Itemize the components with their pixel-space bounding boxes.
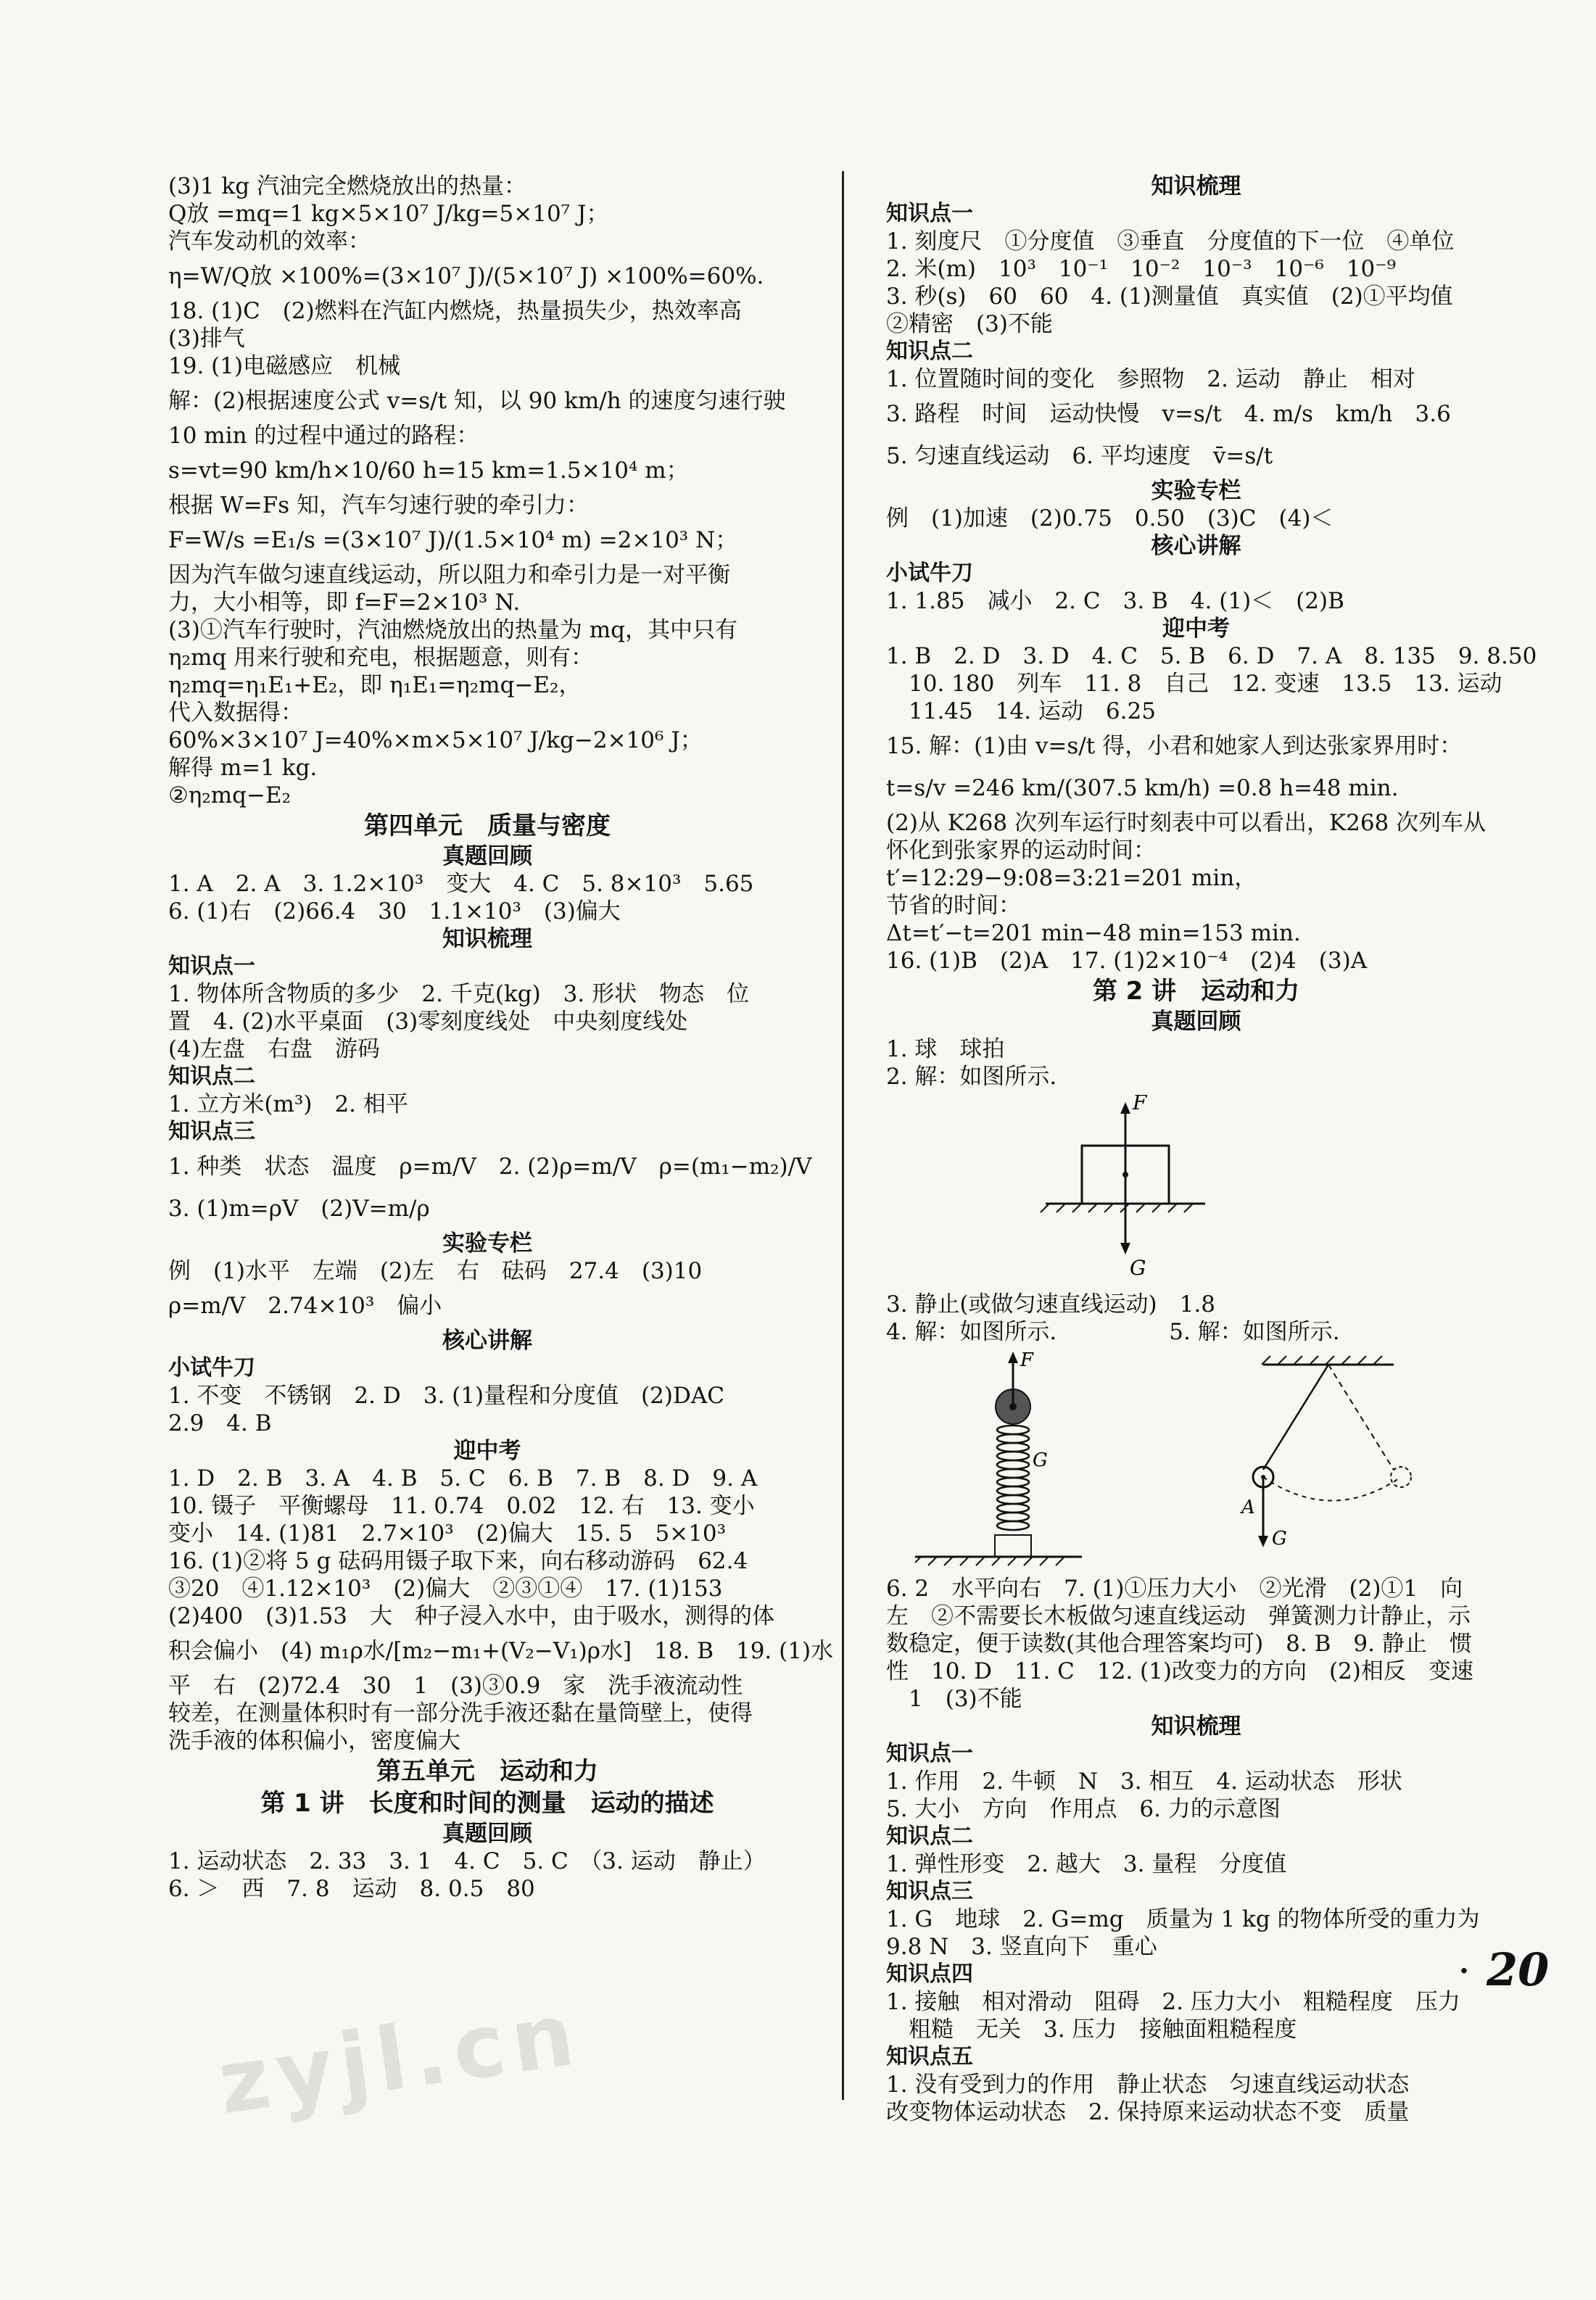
pendulum-label-a: A <box>1241 1497 1255 1518</box>
spring-label-f: F <box>1020 1350 1034 1371</box>
answer-line: 3. (1)m=ρV (2)V=m/ρ <box>168 1196 430 1222</box>
answer-line: t′=12:29−9:08=3:21=201 min， <box>886 865 1257 891</box>
knowledge-point-heading: 知识点二 <box>168 1064 255 1089</box>
knowledge-point-heading: 知识点五 <box>886 2044 973 2069</box>
subsection-title: 真题回顾 <box>1151 1009 1241 1035</box>
answer-line: 6. (1)右 (2)66.4 30 1.1×10³ (3)偏大 <box>168 898 621 924</box>
answer-line: 3. 路程 时间 运动快慢 v=s/t 4. m/s km/h 3.6 <box>886 401 1451 427</box>
force-diagram-block <box>930 1095 1220 1283</box>
answer-line: 性 10. D 11. C 12. (1)改变力的方向 (2)相反 变速 <box>886 1658 1473 1684</box>
page-number: 20 <box>1487 1943 1550 1996</box>
answer-line: 1. D 2. B 3. A 4. B 5. C 6. B 7. B 8. D 9. A <box>168 1465 758 1492</box>
answer-line: ②η₂mq−E₂ <box>168 782 292 808</box>
answer-line: 60%×3×10⁷ J=40%×m×5×10⁷ J/kg−2×10⁶ J； <box>168 727 703 753</box>
subsection-title: 迎中考 <box>453 1438 521 1464</box>
answer-line: 力，大小相等，即 f=F=2×10³ N. <box>168 590 521 616</box>
answer-line: 1. 1.85 减小 2. C 3. B 4. (1)＜ (2)B <box>886 588 1344 614</box>
answer-line: Q放 =mq=1 kg×5×10⁷ J/kg=5×10⁷ J； <box>168 201 609 227</box>
answer-line: 1 (3)不能 <box>886 1686 1022 1712</box>
answer-line: η₂mq 用来行驶和充电，根据题意，则有： <box>168 645 594 671</box>
knowledge-point-heading: 小试牛刀 <box>168 1355 255 1381</box>
answer-line: s=vt=90 km/h×10/60 h=15 km=1.5×10⁴ m； <box>168 458 689 484</box>
answer-line: 较差，在测量体积时有一部分洗手液还黏在量筒壁上，使得 <box>168 1700 753 1726</box>
section-title: 第 1 讲 长度和时间的测量 运动的描述 <box>260 1789 714 1818</box>
answer-line: 改变物体运动状态 2. 保持原来运动状态不变 质量 <box>886 2099 1410 2125</box>
answer-line: ②精密 (3)不能 <box>886 311 1053 337</box>
answer-line: 1. 作用 2. 牛顿 N 3. 相互 4. 运动状态 形状 <box>886 1769 1402 1795</box>
answer-line: 1. 种类 状态 温度 ρ=m/V 2. (2)ρ=m/V ρ=(m₁−m₂)/V <box>168 1154 812 1180</box>
knowledge-point-heading: 知识点一 <box>886 1741 973 1766</box>
answer-line: 1. 物体所含物质的多少 2. 千克(kg) 3. 形状 物态 位 <box>168 981 750 1007</box>
answer-line: 3. 秒(s) 60 60 4. (1)测量值 真实值 (2)①平均值 <box>886 284 1453 310</box>
answer-line: 2. 米(m) 10³ 10⁻¹ 10⁻² 10⁻³ 10⁻⁶ 10⁻⁹ <box>886 256 1397 282</box>
watermark: zyjl.cn <box>212 1983 587 2135</box>
subsection-title: 实验专栏 <box>1151 478 1241 504</box>
answer-line: 6. 2 水平向右 7. (1)①压力大小 ②光滑 (2)①1 向 <box>886 1576 1463 1602</box>
knowledge-point-heading: 知识点三 <box>886 1879 973 1904</box>
answer-line: 10. 镊子 平衡螺母 11. 0.74 0.02 12. 右 13. 变小 <box>168 1493 755 1519</box>
figure-block-forces <box>930 1095 1506 1286</box>
answer-line: 解得 m=1 kg. <box>168 755 318 781</box>
answer-line: 11.45 14. 运动 6.25 <box>886 698 1156 724</box>
answer-line: 3. 静止(或做匀速直线运动) 1.8 <box>886 1291 1215 1317</box>
answer-line: 怀化到张家界的运动时间： <box>886 837 1156 864</box>
answer-line: 置 4. (2)水平桌面 (3)零刻度线处 中央刻度线处 <box>168 1009 688 1035</box>
answer-line: 代入数据得： <box>168 700 303 726</box>
subsection-title: 知识梳理 <box>1151 173 1241 199</box>
answer-line: 例 (1)加速 (2)0.75 0.50 (3)C (4)＜ <box>886 505 1334 531</box>
subsection-title: 真题回顾 <box>442 843 532 869</box>
answer-line: 左 ②不需要长木板做匀速直线运动 弹簧测力计静止，示 <box>886 1603 1471 1629</box>
answer-line: 1. 没有受到力的作用 静止状态 匀速直线运动状态 <box>886 2072 1410 2098</box>
section-title: 第四单元 质量与密度 <box>364 811 611 840</box>
answer-line: 1. 位置随时间的变化 参照物 2. 运动 静止 相对 <box>886 366 1415 392</box>
answer-line: 5. 匀速直线运动 6. 平均速度 v̄=s/t <box>886 443 1273 469</box>
answer-line: 1. 刻度尺 ①分度值 ③垂直 分度值的下一位 ④单位 <box>886 228 1455 255</box>
knowledge-point-heading: 小试牛刀 <box>886 560 973 586</box>
left-column <box>168 173 834 1903</box>
spring-label-g: G <box>1033 1449 1048 1471</box>
answer-line: 根据 W=Fs 知，汽车匀速行驶的牵引力： <box>168 492 589 518</box>
answer-line: 10. 180 列车 11. 8 自己 12. 变速 13.5 13. 运动 <box>886 671 1502 697</box>
answer-line: 1. B 2. D 3. D 4. C 5. B 6. D 7. A 8. 135 9. 8.50 <box>886 643 1537 669</box>
answer-line: 数稳定，便于读数(其他合理答案均可) 8. B 9. 静止 惯 <box>886 1631 1472 1657</box>
answer-line: 4. 解：如图所示. 5. 解：如图所示. <box>886 1319 1340 1345</box>
column-divider <box>842 171 844 2100</box>
answer-line: 1. 接触 相对滑动 阻碍 2. 压力大小 粗糙程度 压力 <box>886 1989 1460 2015</box>
answer-line: η₂mq=η₁E₁+E₂，即 η₁E₁=η₂mq−E₂， <box>168 672 582 698</box>
label-g: G <box>1130 1256 1146 1280</box>
answer-line: 1. 运动状态 2. 33 3. 1 4. C 5. C （3. 运动 静止） <box>168 1848 766 1874</box>
knowledge-point-heading: 知识点一 <box>168 953 255 979</box>
answer-line: 例 (1)水平 左端 (2)左 右 砝码 27.4 (3)10 <box>168 1258 703 1284</box>
answer-line: 1. 立方米(m³) 2. 相平 <box>168 1091 408 1117</box>
answer-line: t=s/v =246 km/(307.5 km/h) =0.8 h=48 min. <box>886 775 1399 801</box>
answer-line: 1. G 地球 2. G=mg 质量为 1 kg 的物体所受的重力为 <box>886 1906 1480 1932</box>
force-diagrams-spring-pendulum <box>915 1350 1495 1568</box>
answer-line: F=W/s =E₁/s =(3×10⁷ J)/(1.5×10⁴ m) =2×10³ N； <box>168 527 738 553</box>
answer-line: (2)400 (3)1.53 大 种子浸入水中，由于吸水，测得的体 <box>168 1603 775 1629</box>
answer-line: (3)排气 <box>168 326 245 352</box>
subsection-title: 核心讲解 <box>442 1328 532 1354</box>
answer-line: Δt=t′−t=201 min−48 min=153 min. <box>886 920 1301 946</box>
answer-line: 洗手液的体积偏小，密度偏大 <box>168 1728 460 1754</box>
knowledge-point-heading: 知识点三 <box>168 1119 255 1144</box>
section-title: 第五单元 运动和力 <box>376 1757 598 1786</box>
label-f: F <box>1133 1095 1147 1114</box>
answer-line: η=W/Q放 ×100%=(3×10⁷ J)/(5×10⁷ J) ×100%=60%. <box>168 263 764 289</box>
answer-line: 15. 解：(1)由 v=s/t 得，小君和她家人到达张家界用时： <box>886 733 1463 759</box>
subsection-title: 迎中考 <box>1162 616 1230 642</box>
answer-line: 18. (1)C (2)燃料在汽缸内燃烧，热量损失少，热效率高 <box>168 298 742 324</box>
answer-line: 6. ＞ 西 7. 8 运动 8. 0.5 80 <box>168 1876 535 1902</box>
answer-line: 1. 弹性形变 2. 越大 3. 量程 分度值 <box>886 1851 1287 1877</box>
subsection-title: 实验专栏 <box>442 1230 532 1257</box>
page-dot: · <box>1459 1954 1469 1988</box>
knowledge-point-heading: 知识点四 <box>886 1961 973 1987</box>
subsection-title: 知识梳理 <box>1151 1713 1241 1740</box>
figure-spring-pendulum <box>915 1350 1506 1571</box>
right-column <box>886 173 1537 2126</box>
answer-line: 积会偏小 (4) m₁ρ水/[m₂−m₁+(V₂−V₁)ρ水] 18. B 19. (1)水 <box>168 1638 834 1664</box>
answer-line: 因为汽车做匀速直线运动，所以阻力和牵引力是一对平衡 <box>168 562 730 588</box>
answer-line: 2.9 4. B <box>168 1410 272 1436</box>
answer-line: 粗糙 无关 3. 压力 接触面粗糙程度 <box>886 2016 1297 2043</box>
pendulum-label-g: G <box>1272 1528 1287 1550</box>
answer-line: (3)①汽车行驶时，汽油燃烧放出的热量为 mq，其中只有 <box>168 617 738 643</box>
section-title: 第 2 讲 运动和力 <box>1092 977 1300 1006</box>
answer-line: 16. (1)②将 5 g 砝码用镊子取下来，向右移动游码 62.4 <box>168 1548 748 1574</box>
answer-line: 19. (1)电磁感应 机械 <box>168 353 401 379</box>
answer-line: (2)从 K268 次列车运行时刻表中可以看出，K268 次列车从 <box>886 810 1487 836</box>
subsection-title: 核心讲解 <box>1151 533 1241 559</box>
answer-line: 5. 大小 方向 作用点 6. 力的示意图 <box>886 1796 1281 1822</box>
answer-line: 9.8 N 3. 竖直向下 重心 <box>886 1934 1157 1960</box>
subsection-title: 知识梳理 <box>442 926 532 952</box>
answer-line: (4)左盘 右盘 游码 <box>168 1036 380 1062</box>
answer-line: 解：(2)根据速度公式 v=s/t 知，以 90 km/h 的速度匀速行驶 <box>168 388 786 414</box>
answer-line: 变小 14. (1)81 2.7×10³ (2)偏大 15. 5 5×10³ <box>168 1521 727 1547</box>
answer-line: 1. A 2. A 3. 1.2×10³ 变大 4. C 5. 8×10³ 5.65 <box>168 871 754 897</box>
answer-line: 2. 解：如图所示. <box>886 1064 1057 1090</box>
answer-line: 1. 球 球拍 <box>886 1036 1005 1062</box>
subsection-title: 真题回顾 <box>442 1821 532 1847</box>
answer-line: 平 右 (2)72.4 30 1 (3)③0.9 家 洗手液流动性 <box>168 1673 743 1699</box>
knowledge-point-heading: 知识点二 <box>886 1824 973 1849</box>
answer-line: ρ=m/V 2.74×10³ 偏小 <box>168 1293 442 1319</box>
answer-line: (3)1 kg 汽油完全燃烧放出的热量： <box>168 173 526 199</box>
answer-line: 16. (1)B (2)A 17. (1)2×10⁻⁴ (2)4 (3)A <box>886 948 1368 974</box>
answer-line: 10 min 的过程中通过的路程： <box>168 423 479 449</box>
knowledge-point-heading: 知识点二 <box>886 339 973 364</box>
answer-line: 汽车发动机的效率： <box>168 228 371 255</box>
answer-line: 节省的时间： <box>886 893 1021 919</box>
answer-line: ③20 ④1.12×10³ (2)偏大 ②③①④ 17. (1)153 <box>168 1576 723 1602</box>
knowledge-point-heading: 知识点一 <box>886 201 973 226</box>
answer-line: 1. 不变 不锈钢 2. D 3. (1)量程和分度值 (2)DAC <box>168 1383 724 1409</box>
